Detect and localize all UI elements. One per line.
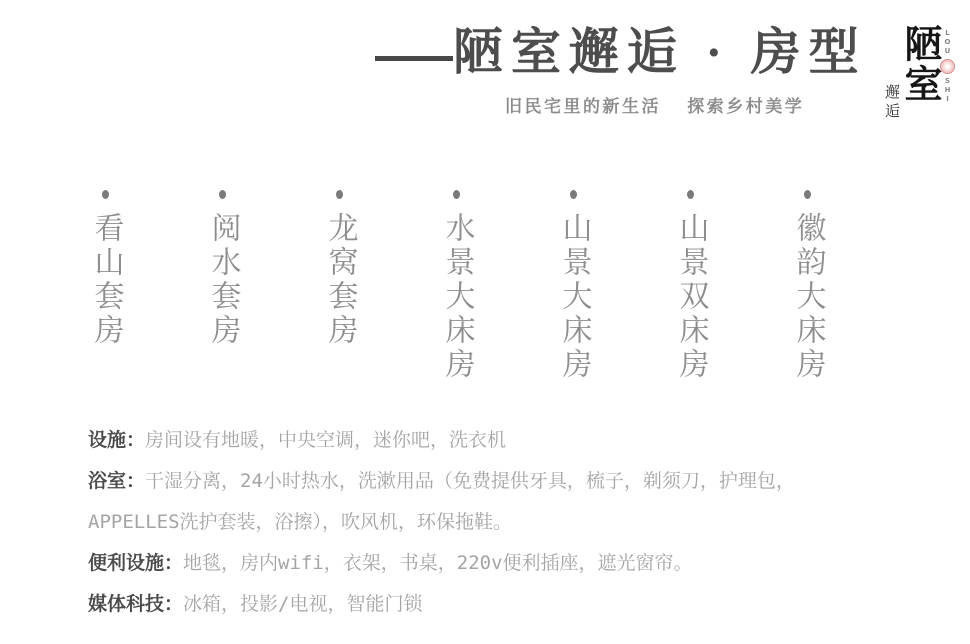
room-type-name: 水景大床房: [440, 212, 474, 382]
logo-latin-top: LOU: [943, 29, 952, 56]
amenity-line: [88, 461, 918, 502]
bullet-icon: [336, 190, 343, 199]
room-type-name: 山景双床房: [674, 212, 708, 382]
logo-calligraphy-text: 陋室: [898, 24, 940, 104]
bullet-icon: [570, 190, 577, 199]
amenity-label: 媒体科技：: [88, 594, 184, 615]
room-type-item: [398, 190, 515, 382]
amenity-label: 浴室：: [88, 471, 146, 492]
logo-seal-icon: [940, 59, 955, 74]
amenity-text: APPELLES洗护套装，浴擦），吹风机，环保拖鞋。: [88, 511, 513, 533]
brand-logo: [878, 22, 968, 137]
amenity-text: 冰箱，投影/电视，智能门锁: [183, 593, 423, 615]
amenity-line: [88, 502, 918, 543]
room-type-name: 山景大床房: [557, 212, 591, 382]
amenity-line: [88, 420, 918, 461]
amenity-label: 设施：: [88, 430, 146, 451]
logo-side-column: [940, 29, 955, 104]
logo-subtext: 邂逅: [883, 84, 899, 122]
room-type-name: 阅水套房: [206, 212, 240, 348]
amenity-text: 地毯，房内wifi，衣架，书桌，220v便利插座，遮光窗帘。: [183, 552, 693, 574]
bullet-icon: [804, 190, 811, 199]
room-type-item: [749, 190, 866, 382]
room-type-item: [632, 190, 749, 382]
amenity-text: 房间设有地暖，中央空调，迷你吧，洗衣机: [145, 429, 507, 451]
logo-latin-bottom: SHI: [943, 77, 952, 104]
page-title: 陋室邂逅 · 房型: [453, 24, 867, 80]
room-type-name: 徽韵大床房: [791, 212, 825, 382]
amenities-list: [88, 420, 918, 625]
bullet-icon: [219, 190, 226, 199]
room-type-name: 看山套房: [89, 212, 123, 348]
room-type-item: [515, 190, 632, 382]
bullet-icon: [687, 190, 694, 199]
bullet-icon: [453, 190, 460, 199]
amenity-text: 干湿分离，24小时热水，洗漱用品（免费提供牙具，梳子，剃须刀，护理包，: [145, 470, 795, 492]
room-type-item: [164, 190, 281, 382]
room-type-list: [47, 190, 866, 382]
amenity-line: [88, 584, 918, 625]
room-type-item: [47, 190, 164, 382]
page-subtitle: 旧民宅里的新生活 探索乡村美学: [505, 97, 805, 116]
page-header: [375, 20, 867, 84]
amenity-label: 便利设施：: [88, 553, 184, 574]
title-dash: [375, 56, 453, 61]
bullet-icon: [102, 190, 109, 199]
room-type-name: 龙窝套房: [323, 212, 357, 348]
room-type-item: [281, 190, 398, 382]
amenity-line: [88, 543, 918, 584]
